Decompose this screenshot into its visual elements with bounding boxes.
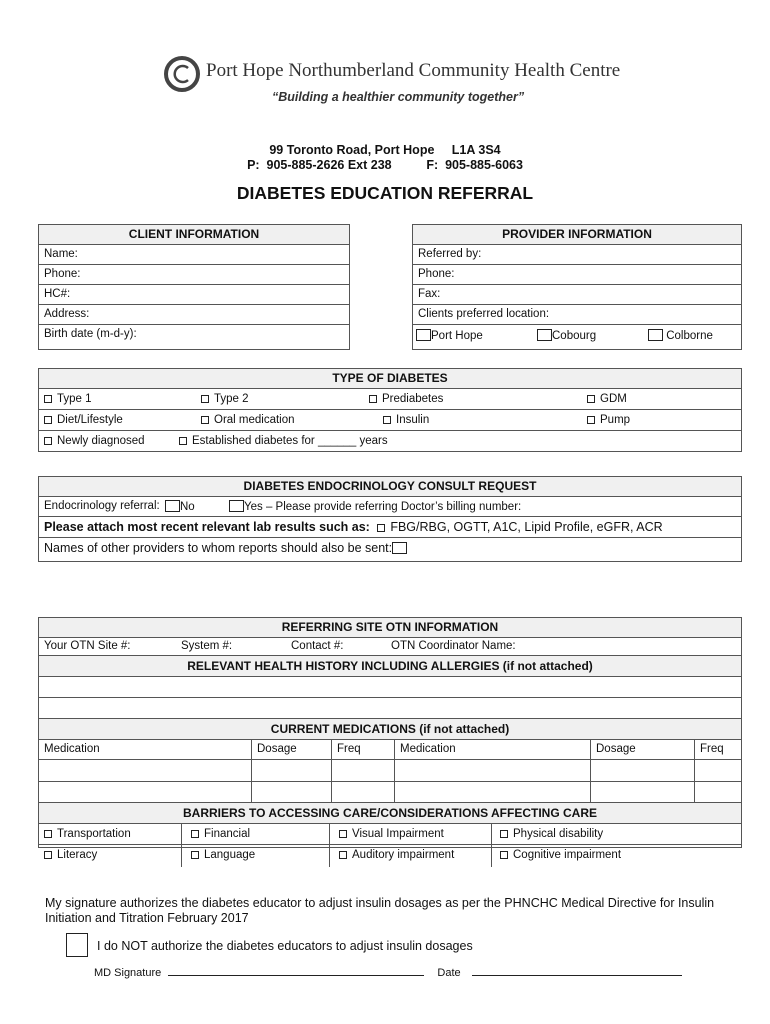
client-info-section xyxy=(38,224,350,350)
checkbox-icon[interactable] xyxy=(165,500,180,512)
diabetes-type-section xyxy=(38,368,742,452)
diabetes-treatment-row xyxy=(39,410,741,431)
freq-col-header: Freq xyxy=(337,743,361,755)
otn-system-field[interactable]: System #: xyxy=(181,640,233,652)
diabetes-type-row xyxy=(39,389,741,410)
referral-no-option[interactable]: No xyxy=(165,500,195,517)
otn-coordinator-field[interactable]: OTN Coordinator Name: xyxy=(391,640,516,652)
health-history-line[interactable] xyxy=(39,677,741,698)
barriers-row xyxy=(39,824,741,845)
tagline: “Building a healthier community together” xyxy=(272,90,525,104)
visual-impairment-option[interactable]: Visual Impairment xyxy=(339,824,444,844)
location-port-hope[interactable]: Port Hope xyxy=(416,329,483,349)
oral-medication-option[interactable]: Oral medication xyxy=(201,410,295,430)
medication-entry-row[interactable] xyxy=(39,782,741,803)
client-address-field[interactable]: Address: xyxy=(39,305,349,325)
medications-header: CURRENT MEDICATIONS (if not attached) xyxy=(39,719,741,740)
location-options xyxy=(413,325,741,349)
checkbox-icon[interactable] xyxy=(500,851,508,859)
medication-col-header: Medication xyxy=(44,743,100,755)
preferred-location-label: Clients preferred location: xyxy=(413,305,741,325)
dosage-col-header: Dosage xyxy=(257,743,297,755)
authorization-text: My signature authorizes the diabetes educator to adjust insulin dosages as per the PHNCHC Medical Directive for Insulin xyxy=(45,896,715,910)
barriers-header: BARRIERS TO ACCESSING CARE/CONSIDERATIONS AFFECTING CARE xyxy=(39,803,741,824)
checkbox-icon[interactable] xyxy=(416,329,431,341)
checkbox-icon[interactable] xyxy=(377,524,385,532)
endocrinology-referral-label: Endocrinology referral: xyxy=(44,500,160,512)
checkbox-icon[interactable] xyxy=(191,830,199,838)
checkbox-icon[interactable] xyxy=(44,416,52,424)
location-cobourg[interactable]: Cobourg xyxy=(537,329,596,349)
financial-option[interactable]: Financial xyxy=(191,824,250,844)
location-colborne[interactable]: Colborne xyxy=(648,329,713,349)
health-centre-logo-icon xyxy=(164,56,200,92)
phone-fax-line: P: 905-885-2626 Ext 238 F: 905-885-6063 xyxy=(247,158,523,172)
form-title: DIABETES EDUCATION REFERRAL xyxy=(236,183,534,203)
referral-yes-option[interactable]: Yes – Please provide referring Doctor’s billing number: xyxy=(229,500,521,517)
md-signature-label: MD Signature xyxy=(94,967,162,979)
endocrinology-header: DIABETES ENDOCRINOLOGY CONSULT REQUEST xyxy=(39,477,741,497)
lab-results-items: FBG/RBG, OGTT, A1C, Lipid Profile, eGFR, ACR xyxy=(390,520,663,534)
physical-disability-option[interactable]: Physical disability xyxy=(500,824,603,844)
type1-option[interactable]: Type 1 xyxy=(44,389,92,409)
org-name: Port Hope Northumberland Community Health Centre xyxy=(206,60,621,81)
insulin-option[interactable]: Insulin xyxy=(383,410,429,430)
checkbox-icon[interactable] xyxy=(369,395,377,403)
lab-results-label: Please attach most recent relevant lab results such as: xyxy=(44,520,370,534)
authorization-text-cont: Initiation and Titration February 2017 xyxy=(45,911,249,925)
checkbox-icon[interactable] xyxy=(339,851,347,859)
date-line[interactable] xyxy=(472,966,682,976)
diet-lifestyle-option[interactable]: Diet/Lifestyle xyxy=(44,410,123,430)
checkbox-icon[interactable] xyxy=(587,416,595,424)
checkbox-icon[interactable] xyxy=(179,437,187,445)
established-diabetes-option[interactable]: Established diabetes for ______ years xyxy=(179,431,388,452)
referred-by-field[interactable]: Referred by: xyxy=(413,245,741,265)
pump-option[interactable]: Pump xyxy=(587,410,630,430)
endocrinology-section xyxy=(38,476,742,562)
checkbox-icon[interactable] xyxy=(201,395,209,403)
otn-info-row xyxy=(39,638,741,656)
type2-option[interactable]: Type 2 xyxy=(201,389,249,409)
md-signature-line[interactable] xyxy=(168,966,424,976)
client-info-header: CLIENT INFORMATION xyxy=(39,225,349,245)
checkbox-icon[interactable] xyxy=(44,395,52,403)
other-providers-label: Names of other providers to whom reports should also be sent: xyxy=(44,541,393,555)
other-providers-row xyxy=(39,538,741,561)
checkbox-icon[interactable] xyxy=(339,830,347,838)
medication-entry-row[interactable] xyxy=(39,760,741,782)
checkbox-icon[interactable] xyxy=(500,830,508,838)
signature-row xyxy=(94,966,682,979)
checkbox-icon[interactable] xyxy=(537,329,552,341)
auditory-impairment-option[interactable]: Auditory impairment xyxy=(339,845,454,867)
health-history-header: RELEVANT HEALTH HISTORY INCLUDING ALLERGIES (if not attached) xyxy=(39,656,741,677)
client-phone-field[interactable]: Phone: xyxy=(39,265,349,285)
address-line: 99 Toronto Road, Port Hope L1A 3S4 xyxy=(269,143,501,157)
checkbox-icon[interactable] xyxy=(191,851,199,859)
otn-history-section xyxy=(38,617,742,861)
newly-diagnosed-option[interactable]: Newly diagnosed xyxy=(44,431,145,452)
date-label: Date xyxy=(437,967,461,979)
checkbox-icon[interactable] xyxy=(587,395,595,403)
checkbox-icon[interactable] xyxy=(201,416,209,424)
cognitive-impairment-option[interactable]: Cognitive impairment xyxy=(500,845,621,867)
health-history-line[interactable] xyxy=(39,698,741,719)
client-hc-field[interactable]: HC#: xyxy=(39,285,349,305)
provider-info-header: PROVIDER INFORMATION xyxy=(413,225,741,245)
checkbox-icon[interactable] xyxy=(392,542,407,554)
otn-site-field[interactable]: Your OTN Site #: xyxy=(44,640,131,652)
diagnosis-row xyxy=(39,431,741,452)
otn-header: REFERRING SITE OTN INFORMATION xyxy=(39,618,741,638)
medication-col-header: Medication xyxy=(400,743,456,755)
gdm-option[interactable]: GDM xyxy=(587,389,627,409)
not-authorize-checkbox[interactable] xyxy=(66,933,88,957)
not-authorize-label: I do NOT authorize the diabetes educators to adjust insulin dosages xyxy=(97,939,473,953)
medications-column-header-row xyxy=(39,740,741,760)
prediabetes-option[interactable]: Prediabetes xyxy=(369,389,443,409)
otn-contact-field[interactable]: Contact #: xyxy=(291,640,344,652)
provider-phone-field[interactable]: Phone: xyxy=(413,265,741,285)
client-birthdate-field[interactable]: Birth date (m-d-y): xyxy=(44,328,137,340)
client-name-field[interactable]: Name: xyxy=(39,245,349,265)
checkbox-icon[interactable] xyxy=(44,830,52,838)
transportation-option[interactable]: Transportation xyxy=(44,824,131,844)
checkbox-icon[interactable] xyxy=(44,851,52,859)
freq-col-header: Freq xyxy=(700,743,724,755)
lab-results-row xyxy=(39,517,741,538)
dosage-col-header: Dosage xyxy=(596,743,636,755)
checkbox-icon[interactable] xyxy=(383,416,391,424)
barriers-row xyxy=(39,845,741,867)
checkbox-icon[interactable] xyxy=(44,437,52,445)
checkbox-icon[interactable] xyxy=(648,329,663,341)
diabetes-type-header: TYPE OF DIABETES xyxy=(39,369,741,389)
language-option[interactable]: Language xyxy=(191,845,255,867)
provider-fax-field[interactable]: Fax: xyxy=(413,285,741,305)
literacy-option[interactable]: Literacy xyxy=(44,845,97,867)
endocrinology-referral-row xyxy=(39,497,741,517)
checkbox-icon[interactable] xyxy=(229,500,244,512)
provider-info-section xyxy=(412,224,742,350)
